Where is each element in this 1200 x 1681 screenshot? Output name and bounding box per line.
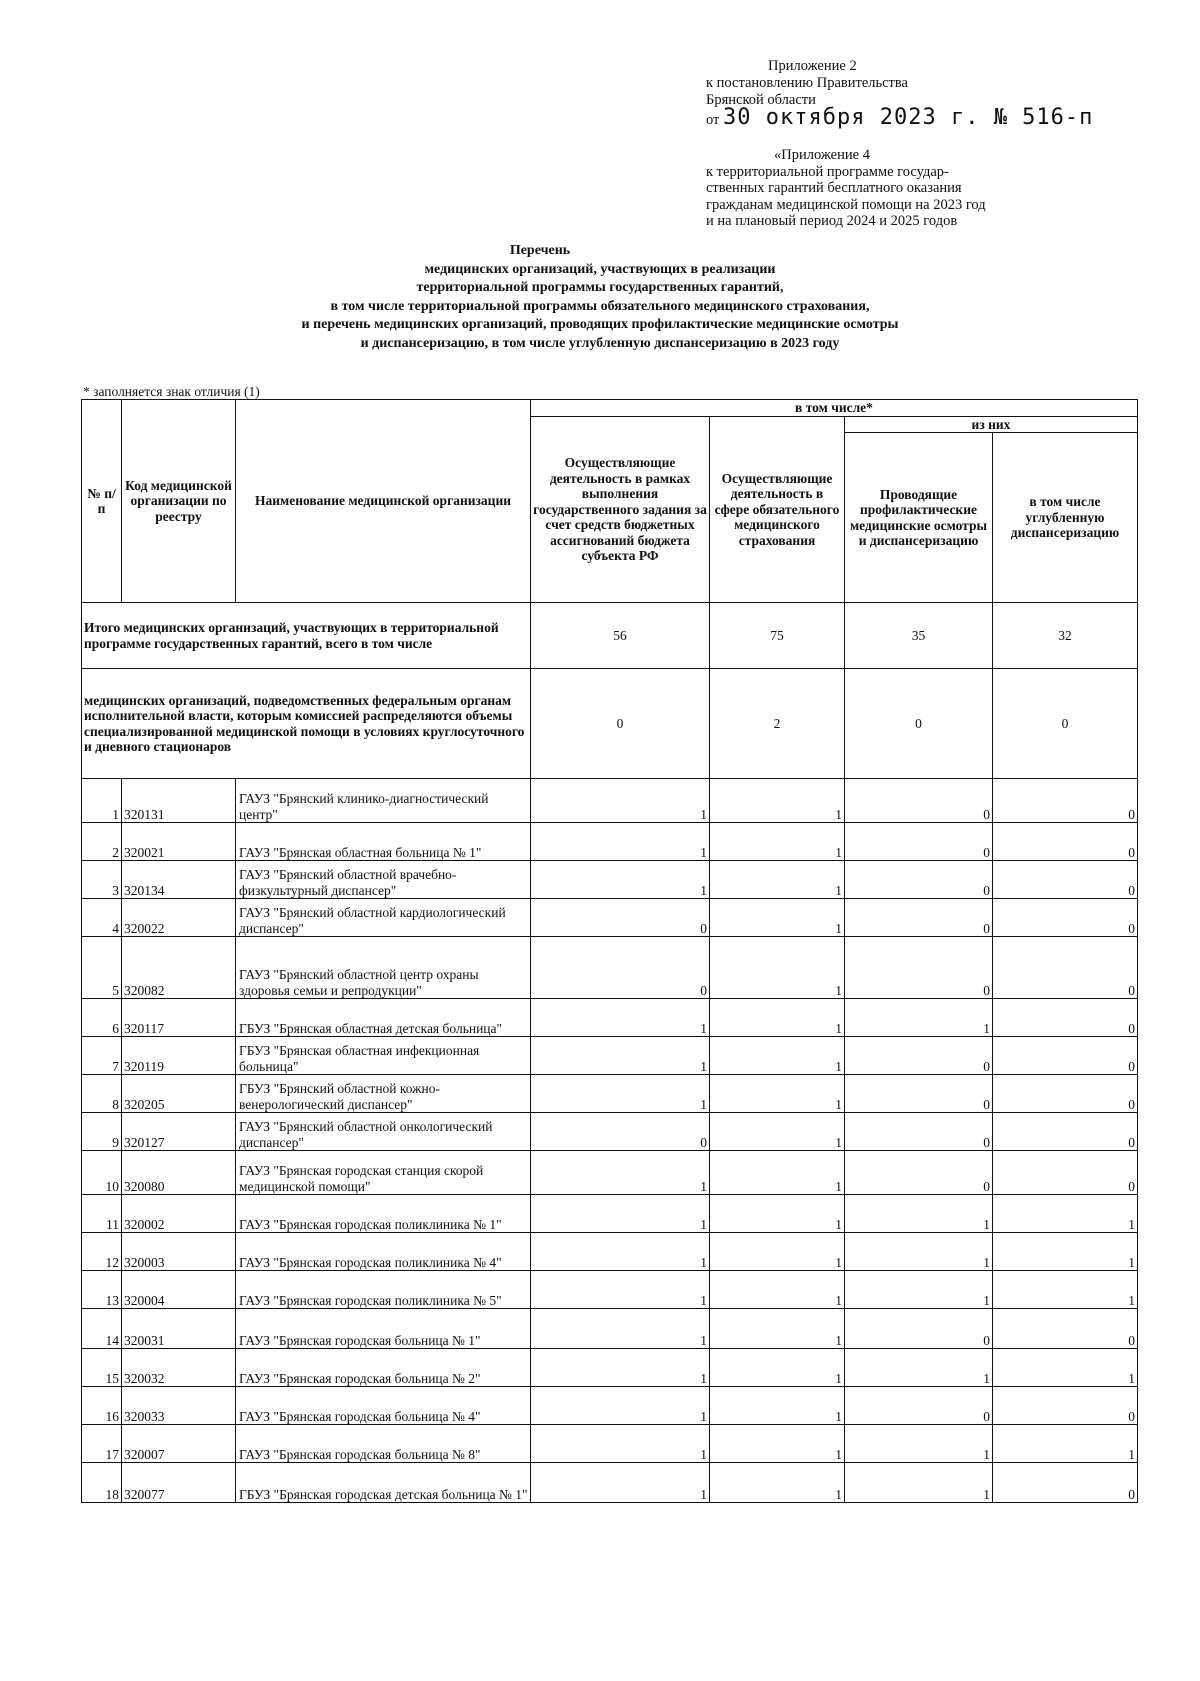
table-row (82, 899, 1138, 937)
row-value: 0 (845, 1387, 993, 1425)
table-row (82, 1113, 1138, 1151)
row-value: 1 (531, 1075, 710, 1113)
row-value: 1 (710, 1037, 845, 1075)
summary-body (82, 603, 1138, 779)
row-value: 1 (993, 1195, 1138, 1233)
row-code: 320022 (122, 899, 236, 937)
row-code: 320117 (122, 999, 236, 1037)
footnote: * заполняется знак отличия (1) (83, 384, 260, 399)
row-value: 0 (993, 1151, 1138, 1195)
row-code: 320134 (122, 861, 236, 899)
row-value: 1 (531, 1309, 710, 1349)
row-value: 1 (710, 779, 845, 823)
row-value: 1 (845, 1349, 993, 1387)
row-code: 320080 (122, 1151, 236, 1195)
row-value: 1 (531, 1151, 710, 1195)
summary-value: 0 (993, 669, 1138, 779)
row-number: 9 (82, 1113, 122, 1151)
row-value: 1 (710, 1151, 845, 1195)
title-line-4: в том числе территориальной программы обязательного медицинского страхования, (330, 298, 870, 314)
resolution-block (706, 75, 908, 108)
row-number: 13 (82, 1271, 122, 1309)
row-value: 0 (845, 937, 993, 999)
row-value: 0 (993, 779, 1138, 823)
table-row (82, 1349, 1138, 1387)
region-line: Брянской области (706, 91, 816, 108)
row-value: 0 (845, 1075, 993, 1113)
row-code: 320127 (122, 1113, 236, 1151)
row-value: 1 (845, 999, 993, 1037)
table-row (82, 1309, 1138, 1349)
row-number: 12 (82, 1233, 122, 1271)
row-value: 0 (993, 861, 1138, 899)
row-value: 1 (531, 1387, 710, 1425)
header-num: № п/п (82, 400, 122, 603)
row-value: 1 (531, 823, 710, 861)
table-row (82, 861, 1138, 899)
row-value: 1 (710, 1463, 845, 1503)
row-value: 1 (531, 1425, 710, 1463)
row-number: 18 (82, 1463, 122, 1503)
row-value: 1 (993, 1271, 1138, 1309)
summary-row (82, 669, 1138, 779)
row-value: 1 (710, 1309, 845, 1349)
row-number: 7 (82, 1037, 122, 1075)
row-value: 1 (531, 1233, 710, 1271)
row-value: 1 (531, 1463, 710, 1503)
table-row (82, 1233, 1138, 1271)
row-value: 1 (531, 1349, 710, 1387)
header-code: Код медицинской организации по реестру (122, 400, 236, 603)
row-code: 320002 (122, 1195, 236, 1233)
program-line-2: ственных гарантий бесплатного оказания (706, 180, 962, 196)
row-name: ГАУЗ "Брянский областной врачебно-физкультурный диспансер" (236, 861, 531, 899)
row-value: 1 (710, 1349, 845, 1387)
row-number: 4 (82, 899, 122, 937)
row-value: 0 (845, 779, 993, 823)
rows-body (82, 779, 1138, 1503)
title-line-1: Перечень (509, 243, 571, 258)
row-name: ГАУЗ "Брянская городская больница № 8" (236, 1425, 531, 1463)
row-value: 1 (845, 1271, 993, 1309)
row-code: 320033 (122, 1387, 236, 1425)
row-number: 8 (82, 1075, 122, 1113)
row-code: 320004 (122, 1271, 236, 1309)
row-value: 0 (845, 1151, 993, 1195)
document-title (180, 242, 1020, 354)
table-row (82, 999, 1138, 1037)
row-code: 320007 (122, 1425, 236, 1463)
header-name: Наименование медицинской организации (236, 400, 531, 603)
row-value: 1 (531, 1195, 710, 1233)
row-value: 1 (710, 1387, 845, 1425)
appendix-4-label: «Приложение 4 (774, 147, 870, 163)
row-value: 1 (710, 1195, 845, 1233)
row-value: 1 (845, 1195, 993, 1233)
row-code: 320032 (122, 1349, 236, 1387)
row-number: 15 (82, 1349, 122, 1387)
row-code: 320082 (122, 937, 236, 999)
row-value: 1 (710, 899, 845, 937)
row-value: 0 (531, 937, 710, 999)
row-value: 1 (710, 823, 845, 861)
row-number: 14 (82, 1309, 122, 1349)
table-row (82, 1425, 1138, 1463)
title-line-5: и перечень медицинских организаций, проводящих профилактические медицинские осмотры (301, 317, 899, 333)
appendix-2-label: Приложение 2 (768, 58, 857, 74)
header-oms: Осуществляющие деятельность в сфере обязательного медицинского страхования (710, 416, 845, 603)
summary-row (82, 603, 1138, 669)
row-value: 0 (993, 1075, 1138, 1113)
row-value: 0 (993, 999, 1138, 1037)
table-row (82, 1075, 1138, 1113)
row-code: 320131 (122, 779, 236, 823)
row-name: ГАУЗ "Брянская городская больница № 4" (236, 1387, 531, 1425)
summary-value: 0 (531, 669, 710, 779)
row-value: 0 (993, 1463, 1138, 1503)
row-name: ГБУЗ "Брянская областная детская больница" (236, 999, 531, 1037)
row-name: ГАУЗ "Брянский областной центр охраны здоровья семьи и репродукции" (236, 937, 531, 999)
program-line-3: гражданам медицинской помощи на 2023 год (706, 196, 986, 213)
row-value: 1 (845, 1425, 993, 1463)
row-value: 1 (993, 1349, 1138, 1387)
row-code: 320031 (122, 1309, 236, 1349)
row-name: ГАУЗ "Брянская городская поликлиника № 4" (236, 1233, 531, 1271)
row-value: 1 (710, 1233, 845, 1271)
row-value: 0 (845, 1309, 993, 1349)
row-name: ГАУЗ "Брянская областная больница № 1" (236, 823, 531, 861)
row-name: ГАУЗ "Брянская городская станция скорой медицинской помощи" (236, 1151, 531, 1195)
row-value: 1 (845, 1463, 993, 1503)
row-name: ГАУЗ "Брянская городская больница № 1" (236, 1309, 531, 1349)
row-code: 320077 (122, 1463, 236, 1503)
row-value: 1 (845, 1233, 993, 1271)
row-value: 0 (993, 899, 1138, 937)
table-row (82, 1151, 1138, 1195)
row-value: 0 (531, 1113, 710, 1151)
summary-value: 32 (993, 603, 1138, 669)
row-number: 6 (82, 999, 122, 1037)
row-name: ГАУЗ "Брянский областной кардиологический диспансер" (236, 899, 531, 937)
row-value: 1 (710, 1075, 845, 1113)
header-deep: в том числе углубленную диспансеризацию (993, 433, 1138, 603)
row-value: 0 (993, 937, 1138, 999)
row-number: 16 (82, 1387, 122, 1425)
row-name: ГАУЗ "Брянская городская больница № 2" (236, 1349, 531, 1387)
table-row (82, 1387, 1138, 1425)
row-value: 1 (710, 1271, 845, 1309)
row-value: 0 (993, 1037, 1138, 1075)
row-code: 320021 (122, 823, 236, 861)
row-code: 320003 (122, 1233, 236, 1271)
row-number: 17 (82, 1425, 122, 1463)
row-code: 320205 (122, 1075, 236, 1113)
row-number: 2 (82, 823, 122, 861)
resolution-line: к постановлению Правительства (706, 75, 908, 91)
row-name: ГАУЗ "Брянская городская поликлиника № 1" (236, 1195, 531, 1233)
summary-value: 35 (845, 603, 993, 669)
row-value: 0 (531, 899, 710, 937)
row-value: 1 (710, 999, 845, 1037)
table-row (82, 1463, 1138, 1503)
row-number: 10 (82, 1151, 122, 1195)
row-value: 1 (710, 861, 845, 899)
appendix-header (768, 58, 857, 75)
row-value: 0 (993, 1387, 1138, 1425)
row-value: 1 (993, 1233, 1138, 1271)
table-row (82, 1271, 1138, 1309)
row-number: 3 (82, 861, 122, 899)
table-row (82, 1195, 1138, 1233)
header-of-them: из них (845, 416, 1138, 433)
title-line-3: территориальной программы государственных гарантий, (416, 280, 784, 296)
row-value: 1 (710, 1425, 845, 1463)
row-number: 5 (82, 937, 122, 999)
header-prof: Проводящие профилактические медицинские осмотры и диспансеризацию (845, 433, 993, 603)
summary-label: медицинских организаций, подведомственных федеральным органам исполнительной власти, которым комиссией распределяются объемы специализированной медицинской помощи в условиях круглосуточного и дневного стационаров (82, 669, 531, 779)
row-code: 320119 (122, 1037, 236, 1075)
row-value: 0 (993, 1113, 1138, 1151)
date-prefix: от (706, 112, 720, 128)
table-row (82, 823, 1138, 861)
row-name: ГАУЗ "Брянская городская поликлиника № 5" (236, 1271, 531, 1309)
row-name: ГАУЗ "Брянский областной онкологический диспансер" (236, 1113, 531, 1151)
header-budget: Осуществляющие деятельность в рамках выполнения государственного задания за счет средств бюджетных ассигнований бюджета субъекта РФ (531, 416, 710, 603)
row-value: 1 (531, 1271, 710, 1309)
appendix-4-block (706, 147, 986, 230)
row-value: 0 (993, 1309, 1138, 1349)
summary-label: Итого медицинских организаций, участвующих в территориальной программе государственных гарантий, всего в том числе (82, 603, 531, 669)
row-value: 0 (845, 861, 993, 899)
summary-value: 2 (710, 669, 845, 779)
row-name: ГАУЗ "Брянский клинико-диагностический центр" (236, 779, 531, 823)
row-number: 11 (82, 1195, 122, 1233)
row-value: 1 (531, 861, 710, 899)
organizations-table (81, 399, 1138, 1503)
row-value: 1 (531, 1037, 710, 1075)
row-value: 1 (531, 999, 710, 1037)
row-value: 1 (993, 1425, 1138, 1463)
title-line-2: медицинских организаций, участвующих в реализации (424, 261, 776, 277)
row-name: ГБУЗ "Брянская областная инфекционная больница" (236, 1037, 531, 1075)
table-row (82, 937, 1138, 999)
row-value: 0 (845, 899, 993, 937)
row-value: 0 (845, 1113, 993, 1151)
row-value: 1 (531, 779, 710, 823)
summary-value: 56 (531, 603, 710, 669)
table-row (82, 1037, 1138, 1075)
row-value: 0 (845, 823, 993, 861)
date-line (706, 105, 1094, 130)
row-name: ГБУЗ "Брянский областной кожно-венерологический диспансер" (236, 1075, 531, 1113)
date-handwritten: 30 октября 2023 г. № 516-п (723, 105, 1094, 130)
row-name: ГБУЗ "Брянская городская детская больница № 1" (236, 1463, 531, 1503)
title-line-6: и диспансеризацию, в том числе углубленную диспансеризацию в 2023 году (360, 335, 840, 351)
row-number: 1 (82, 779, 122, 823)
summary-value: 0 (845, 669, 993, 779)
row-value: 1 (710, 1113, 845, 1151)
header-including: в том числе* (531, 400, 1138, 417)
row-value: 0 (845, 1037, 993, 1075)
row-value: 1 (710, 937, 845, 999)
summary-value: 75 (710, 603, 845, 669)
table-row (82, 779, 1138, 823)
row-value: 0 (993, 823, 1138, 861)
program-line-4: и на плановый период 2024 и 2025 годов (706, 213, 958, 229)
program-line-1: к территориальной программе государ- (706, 163, 949, 180)
